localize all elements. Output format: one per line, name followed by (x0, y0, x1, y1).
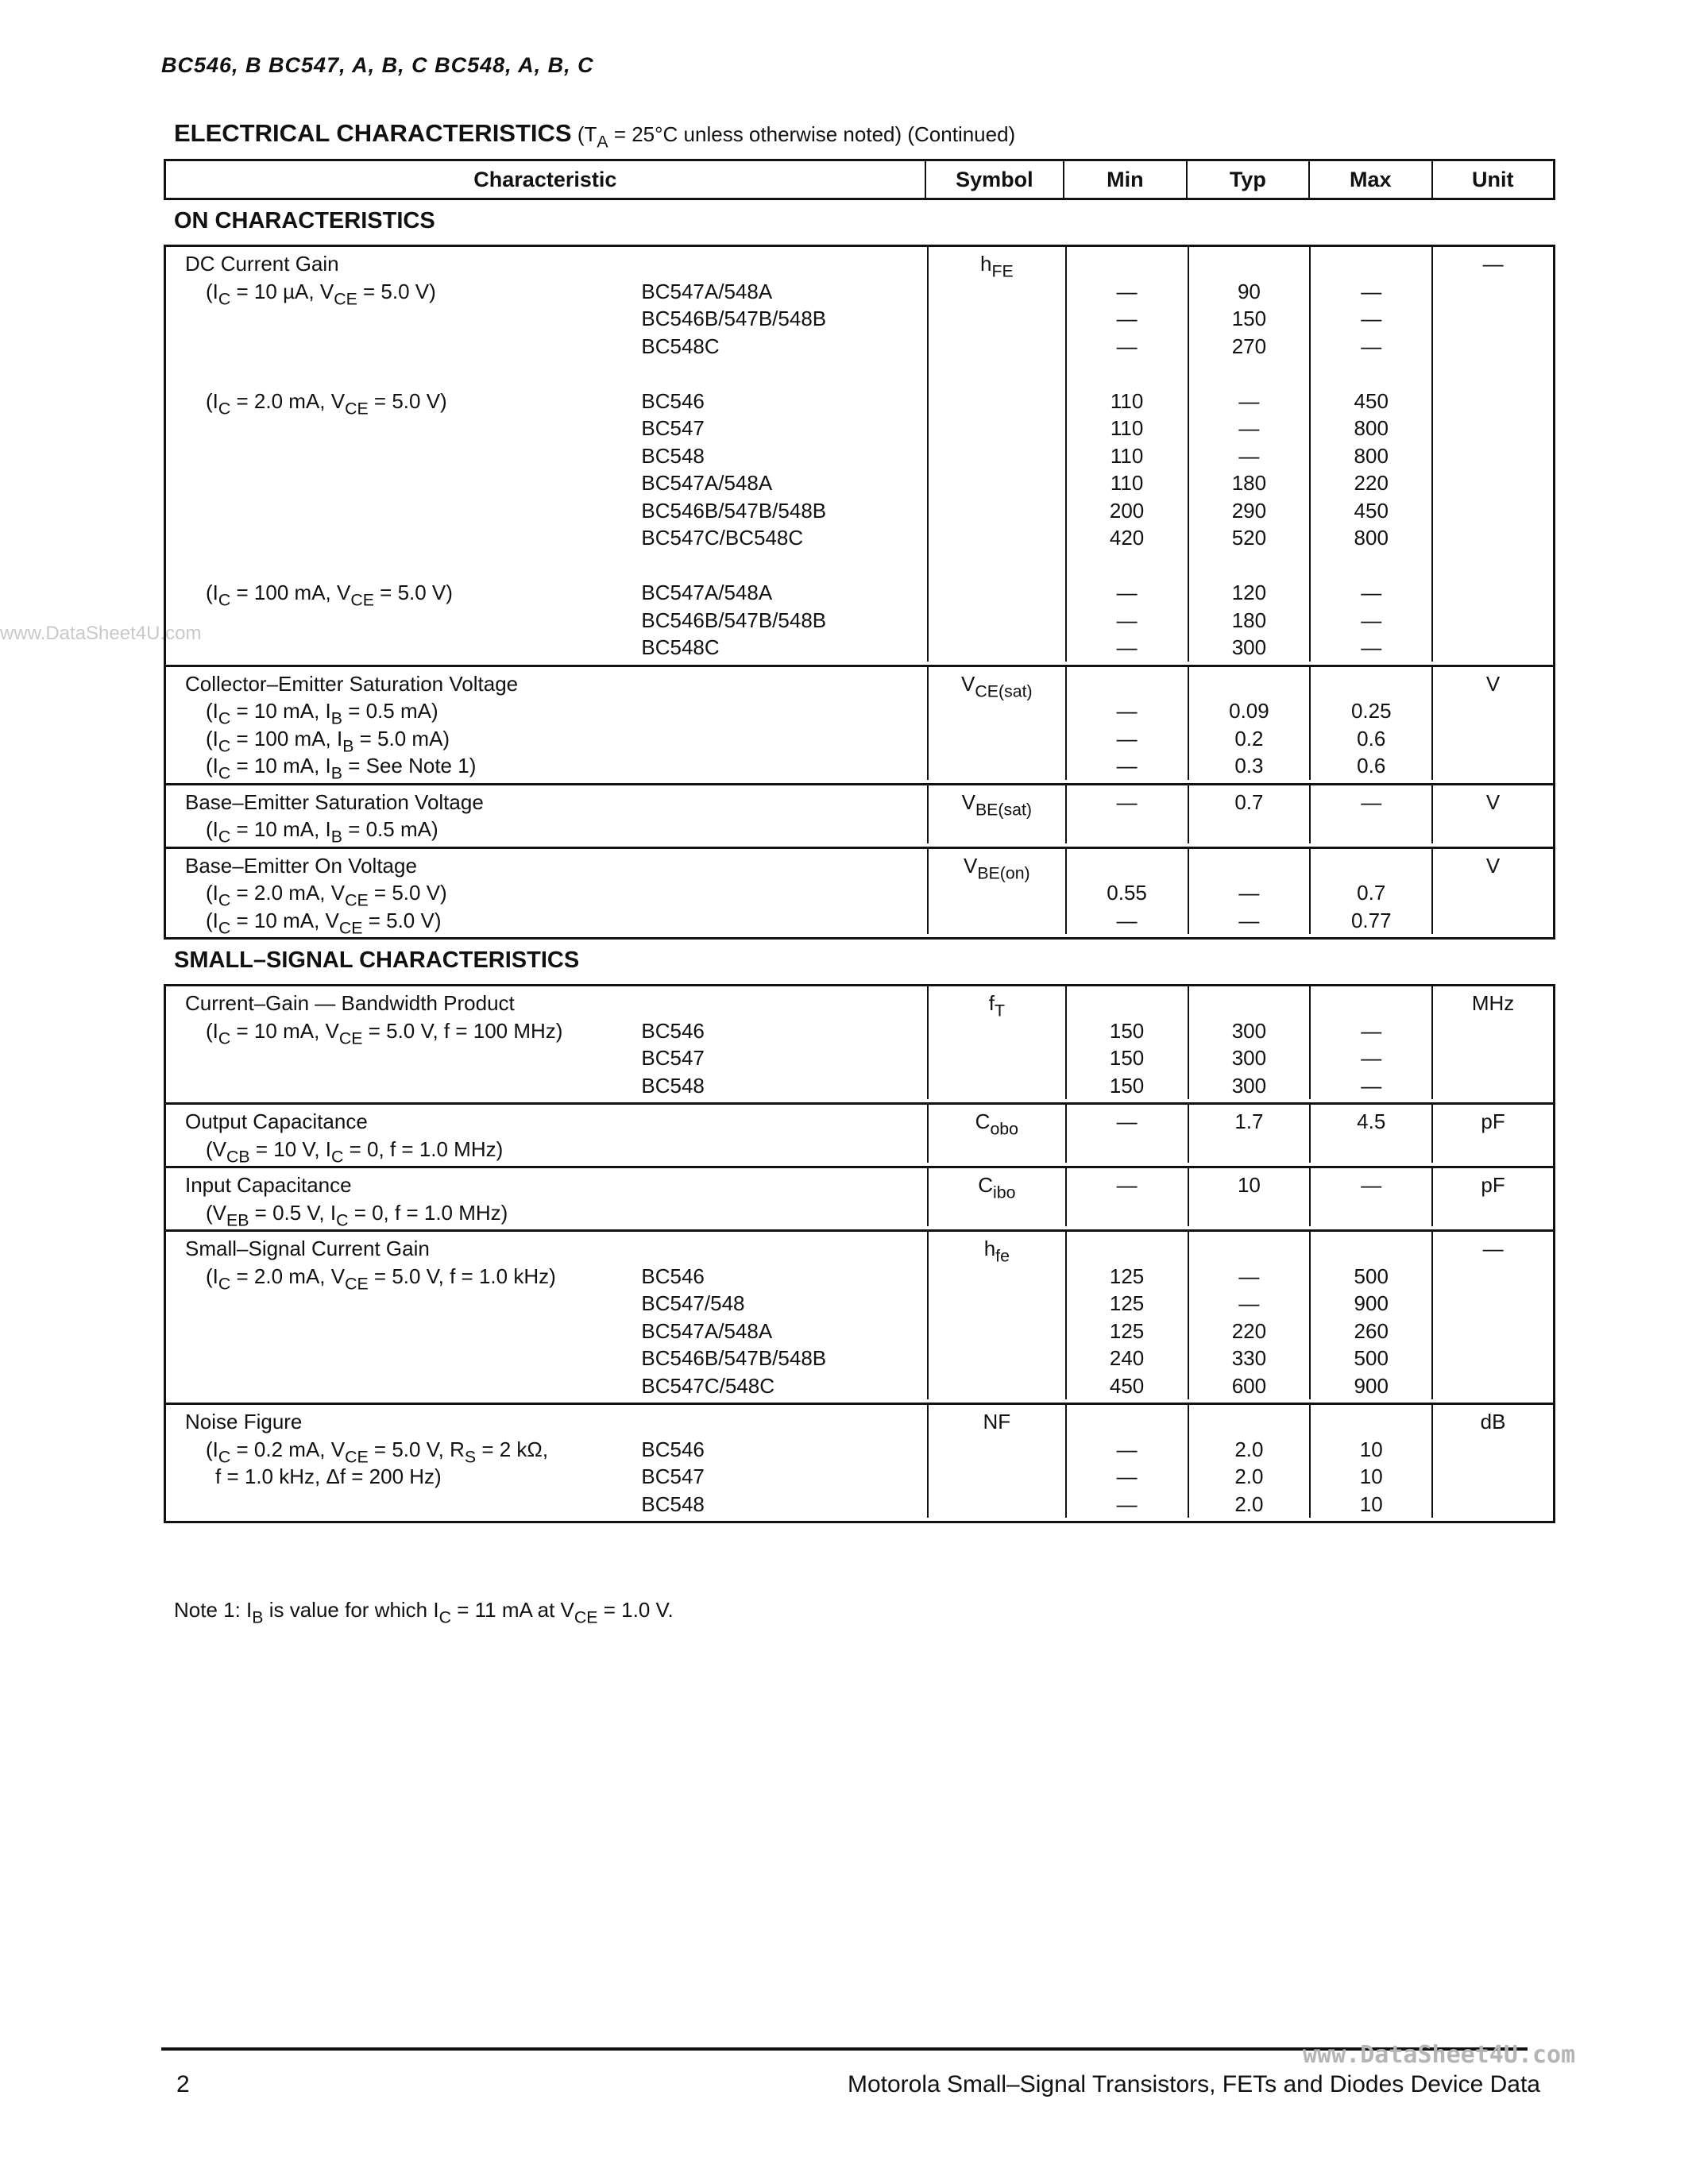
device: BC546 (641, 1018, 705, 1043)
table-row (166, 667, 1553, 785)
unit-cell: — (1482, 252, 1504, 276)
param-name: Current–Gain — Bandwidth Product (185, 991, 515, 1015)
max-cell: 500 900 260 500 900 (1311, 1232, 1433, 1399)
section-title-text: ELECTRICAL CHARACTERISTICS (174, 119, 572, 147)
test-condition: ($I_C = 10$ mA, $V_{CE} = 5.0$ V, f = 100 MHz) (206, 1018, 563, 1048)
device: BC546 (641, 1264, 705, 1288)
device: BC548 (641, 1491, 705, 1516)
param-name: Collector–Emitter Saturation Voltage (185, 671, 519, 696)
test-condition: ($I_C = 2.0$ mA, $V_{CE} = 5.0$ V, f = 1.0 kHz) (206, 1264, 556, 1293)
param-name: Output Capacitance (185, 1109, 368, 1133)
col-typ: Typ (1188, 161, 1310, 198)
unit-cell: MHz (1471, 991, 1515, 1015)
test-condition: ($V_{EB} = 0.5$ V, $I_C = 0$, f = 1.0 MHz) (206, 1200, 508, 1229)
table-row (166, 1168, 1553, 1232)
device: BC547/548 (641, 1291, 745, 1315)
footnote: Note 1: $I_B$ is value for which $I_C = 11$ mA at $V_{CE} = 1.0$ V. (174, 1598, 674, 1627)
param-name: Noise Figure (185, 1410, 303, 1433)
param-name: DC Current Gain (185, 252, 339, 276)
symbol-cell: $V_{BE(sat)}$ (929, 785, 1067, 843)
device: BC548 (641, 443, 705, 468)
device: BC548C (641, 334, 720, 358)
typ-cell: — — (1189, 849, 1311, 935)
table-row (166, 1405, 1553, 1523)
test-condition: ($I_C = 10$ mA, $I_B$ = See Note 1) (206, 754, 477, 783)
device: BC547 (641, 416, 705, 440)
typ-cell: 2.0 2.0 2.0 (1189, 1405, 1311, 1518)
test-condition: ($I_C = 2.0$ mA, $V_{CE} = 5.0$ V) (206, 881, 447, 910)
symbol-cell: $C_{ibo}$ (929, 1168, 1067, 1226)
table-row (166, 1232, 1553, 1405)
test-condition: ($V_{CB} = 10$ V, $I_C = 0$, f = 1.0 MHz) (206, 1136, 504, 1166)
unit-cell: pF (1481, 1109, 1505, 1133)
max-cell: — — — (1311, 986, 1433, 1099)
col-min: Min (1064, 161, 1187, 198)
symbol-cell: $h_{FE}$ (929, 247, 1067, 662)
table-row (166, 247, 1553, 667)
unit-cell: dB (1480, 1410, 1506, 1433)
footer-text: Motorola Small–Signal Transistors, FETs and Diodes Device Data (847, 2071, 1540, 2097)
symbol-cell: $f_T$ (929, 986, 1067, 1099)
max-cell: — — — 450 800 800 220 450 800 — — — (1311, 247, 1433, 662)
typ-cell: 10 (1189, 1168, 1311, 1226)
document-header: BC546, B BC547, A, B, C BC548, A, B, C (161, 53, 594, 77)
typ-cell: 90 150 270 — — — 180 290 520 120 180 300 (1189, 247, 1311, 662)
on-characteristics-table (164, 245, 1555, 940)
symbol-cell: $h_{fe}$ (929, 1232, 1067, 1399)
max-cell: 0.25 0.6 0.6 (1311, 667, 1433, 780)
param-name: Small–Signal Current Gain (185, 1237, 430, 1260)
device: BC546B/547B/548B (641, 498, 827, 523)
test-condition: ($I_C = 10$ mA, $V_{CE} = 5.0$ V) (206, 908, 442, 937)
column-header-row (164, 159, 1555, 200)
symbol-cell: $V_{BE(on)}$ (929, 849, 1067, 935)
watermark-left: www.DataSheet4U.com (0, 623, 202, 644)
section-condition: ($T_A = 25^\circ C$ unless otherwise noted) (Continued) (571, 122, 1016, 152)
typ-cell: 0.7 (1189, 785, 1311, 843)
device: BC547A/548A (641, 471, 773, 495)
group-title-small-signal: SMALL–SIGNAL CHARACTERISTICS (174, 947, 580, 973)
min-cell: 0.55 — (1067, 849, 1189, 935)
device: BC546 (641, 388, 705, 413)
characteristics-table (164, 159, 1555, 1523)
max-cell: — (1311, 1168, 1433, 1226)
device: BC547 (641, 1464, 705, 1488)
group-title-on: ON CHARACTERISTICS (174, 208, 435, 233)
col-characteristic: Characteristic (166, 161, 926, 198)
device: BC546B/547B/548B (641, 608, 827, 632)
min-cell: 125 125 125 240 450 (1067, 1232, 1189, 1399)
test-condition: ($I_C = 2.0$ mA, $V_{CE} = 5.0$ V) (206, 388, 447, 418)
max-cell: 0.7 0.77 (1311, 849, 1433, 935)
device: BC547C/548C (641, 1373, 775, 1398)
test-condition: f = 1.0 kHz, Δf = 200 Hz) (215, 1464, 442, 1488)
param-name: Base–Emitter On Voltage (185, 853, 417, 878)
typ-cell: 1.7 (1189, 1105, 1311, 1163)
min-cell: — — — 110 110 110 110 200 420 — — — (1067, 247, 1189, 662)
unit-cell: pF (1481, 1173, 1505, 1197)
param-name: Input Capacitance (185, 1173, 352, 1197)
symbol-cell: NF (929, 1405, 1067, 1518)
device: BC546 (641, 1437, 705, 1461)
table-row (166, 785, 1553, 849)
col-unit: Unit (1472, 168, 1514, 191)
device: BC546B/547B/548B (641, 307, 827, 330)
device: BC547C/BC548C (641, 526, 804, 550)
table-row (166, 986, 1553, 1105)
unit-cell: V (1485, 671, 1501, 696)
col-symbol: Symbol (926, 161, 1064, 198)
min-cell: 150 150 150 (1067, 986, 1189, 1099)
min-cell: — (1067, 1168, 1189, 1226)
device: BC548 (641, 1073, 705, 1098)
test-condition: ($I_C = 10$ mA, $I_B = 0.5$ mA) (206, 817, 438, 847)
max-cell: — (1311, 785, 1433, 843)
table-row (166, 1105, 1553, 1168)
device: BC548C (641, 635, 720, 659)
typ-cell: 300 300 300 (1189, 986, 1311, 1099)
unit-cell: — (1482, 1237, 1504, 1260)
symbol-cell: $C_{obo}$ (929, 1105, 1067, 1163)
max-cell: 10 10 10 (1311, 1405, 1433, 1518)
test-condition: ($I_C = 10$ µA, $V_{CE} = 5.0$ V) (206, 279, 436, 308)
typ-cell: — — 220 330 600 (1189, 1232, 1311, 1399)
typ-cell: 0.09 0.2 0.3 (1189, 667, 1311, 780)
page-number: 2 (176, 2071, 190, 2097)
param-name: Base–Emitter Saturation Voltage (185, 789, 484, 814)
test-condition: ($I_C = 0.2$ mA, $V_{CE} = 5.0$ V, $R_S = 2$ kΩ, (206, 1437, 549, 1466)
table-row (166, 849, 1553, 940)
col-max: Max (1310, 161, 1432, 198)
unit-cell: V (1485, 853, 1501, 878)
device: BC546B/547B/548B (641, 1346, 827, 1370)
min-cell: — — — (1067, 667, 1189, 780)
unit-cell: V (1485, 789, 1501, 814)
symbol-cell: $V_{CE(sat)}$ (929, 667, 1067, 780)
test-condition: ($I_C = 100$ mA, $I_B = 5.0$ mA) (206, 726, 450, 755)
device: BC547 (641, 1046, 705, 1070)
device: BC547A/548A (641, 581, 773, 604)
device: BC547A/548A (641, 279, 773, 303)
test-condition: ($I_C = 10$ mA, $I_B = 0.5$ mA) (206, 699, 438, 728)
device: BC547A/548A (641, 1318, 773, 1343)
watermark-right: www.DataSheet4U.com (1303, 2041, 1576, 2069)
min-cell: — — — (1067, 1405, 1189, 1518)
max-cell: 4.5 (1311, 1105, 1433, 1163)
min-cell: — (1067, 785, 1189, 843)
section-title (174, 119, 1016, 152)
min-cell: — (1067, 1105, 1189, 1163)
small-signal-table (164, 984, 1555, 1523)
test-condition: ($I_C = 100$ mA, $V_{CE} = 5.0$ V) (206, 581, 453, 610)
